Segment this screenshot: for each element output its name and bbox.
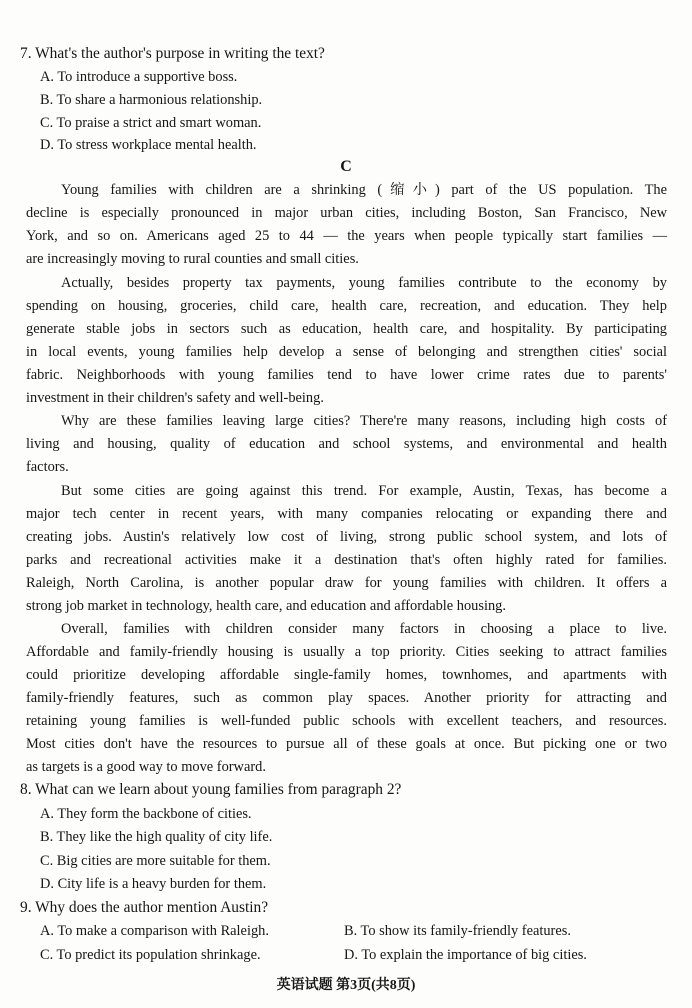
question-7-stem: 7. What's the author's purpose in writing the text? [20, 45, 325, 62]
question-7-option-d: D. To stress workplace mental health. [40, 137, 257, 153]
question-9-stem: 9. Why does the author mention Austin? [20, 899, 269, 916]
question-8-option-b: B. They like the high quality of city life. [40, 829, 273, 845]
passage-line: Actually, besides property tax payments, young families contribute to the economy by [61, 275, 667, 291]
passage-line: major tech center in recent years, with many companies relocating or expanding there and [26, 506, 667, 522]
section-label: C [340, 158, 352, 175]
passage-line: generate stable jobs in sectors such as education, health care, and hospitality. By participating [26, 321, 667, 337]
passage-line: retaining young families is well-funded public schools with excellent teachers, and resources. [26, 713, 667, 729]
question-7-option-a: A. To introduce a supportive boss. [40, 69, 238, 85]
question-8-option-c: C. Big cities are more suitable for them. [40, 853, 271, 869]
passage-line: Why are these families leaving large cities? There're many reasons, including high costs of [61, 413, 667, 429]
passage-line: spending on housing, groceries, child care, health care, recreation, and education. They help [26, 298, 667, 314]
question-8-stem: 8. What can we learn about young families from paragraph 2? [20, 781, 402, 798]
passage-line: decline is especially pronounced in major urban cities, including Boston, San Francisco, New [26, 205, 667, 221]
question-9-option-d: D. To explain the importance of big cities. [344, 947, 587, 963]
passage-line: family-friendly features, such as common play spaces. Another priority for attracting and [26, 690, 667, 706]
passage-line: fabric. Neighborhoods with young families tend to have lower crime rates due to parents' [26, 367, 667, 383]
question-8-option-d: D. City life is a heavy burden for them. [40, 876, 267, 892]
passage-line: York, and so on. Americans aged 25 to 44 — the years when people typically start families — [26, 228, 667, 244]
passage-line: Raleigh, North Carolina, is another popular draw for young families with children. It offers a [26, 575, 667, 591]
passage-line: strong job market in technology, health care, and education and affordable housing. [26, 598, 506, 614]
passage-line: Young families with children are a shrinking (缩小) part of the US population. The [61, 182, 667, 198]
passage-line: in local events, young families help develop a sense of belonging and strengthen cities' social [26, 344, 667, 360]
question-7-option-b: B. To share a harmonious relationship. [40, 92, 263, 108]
passage-line: factors. [26, 459, 69, 475]
passage-line: could prioritize developing affordable single-family homes, townhomes, and apartments with [26, 667, 667, 683]
passage-line: Most cities don't have the resources to pursue all of these goals at once. But picking one or two [26, 736, 667, 752]
passage-line: as targets is a good way to move forward. [26, 759, 266, 775]
question-9-option-c: C. To predict its population shrinkage. [40, 947, 261, 963]
passage-line: are increasingly moving to rural counties and small cities. [26, 251, 359, 267]
page-footer: 英语试题 第3页(共8页) [276, 978, 416, 993]
passage-line: investment in their children's safety and well-being. [26, 390, 324, 406]
question-7-option-c: C. To praise a strict and smart woman. [40, 115, 262, 131]
passage-line: living and housing, quality of education and school systems, and environmental and health [26, 436, 667, 452]
passage-line: creating jobs. Austin's relatively low cost of living, strong public school system, and lots of [26, 529, 667, 545]
question-9-option-a: A. To make a comparison with Raleigh. [40, 923, 269, 939]
passage-line: parks and recreational activities make it a destination that's often highly rated for families. [26, 552, 667, 568]
passage-line: But some cities are going against this trend. For example, Austin, Texas, has become a [61, 483, 667, 499]
question-8-option-a: A. They form the backbone of cities. [40, 806, 252, 822]
question-9-option-b: B. To show its family-friendly features. [344, 923, 571, 939]
passage-line: Overall, families with children consider many factors in choosing a place to live. [61, 621, 667, 637]
passage-line: Affordable and family-friendly housing is usually a top priority. Cities seeking to attract families [26, 644, 667, 660]
